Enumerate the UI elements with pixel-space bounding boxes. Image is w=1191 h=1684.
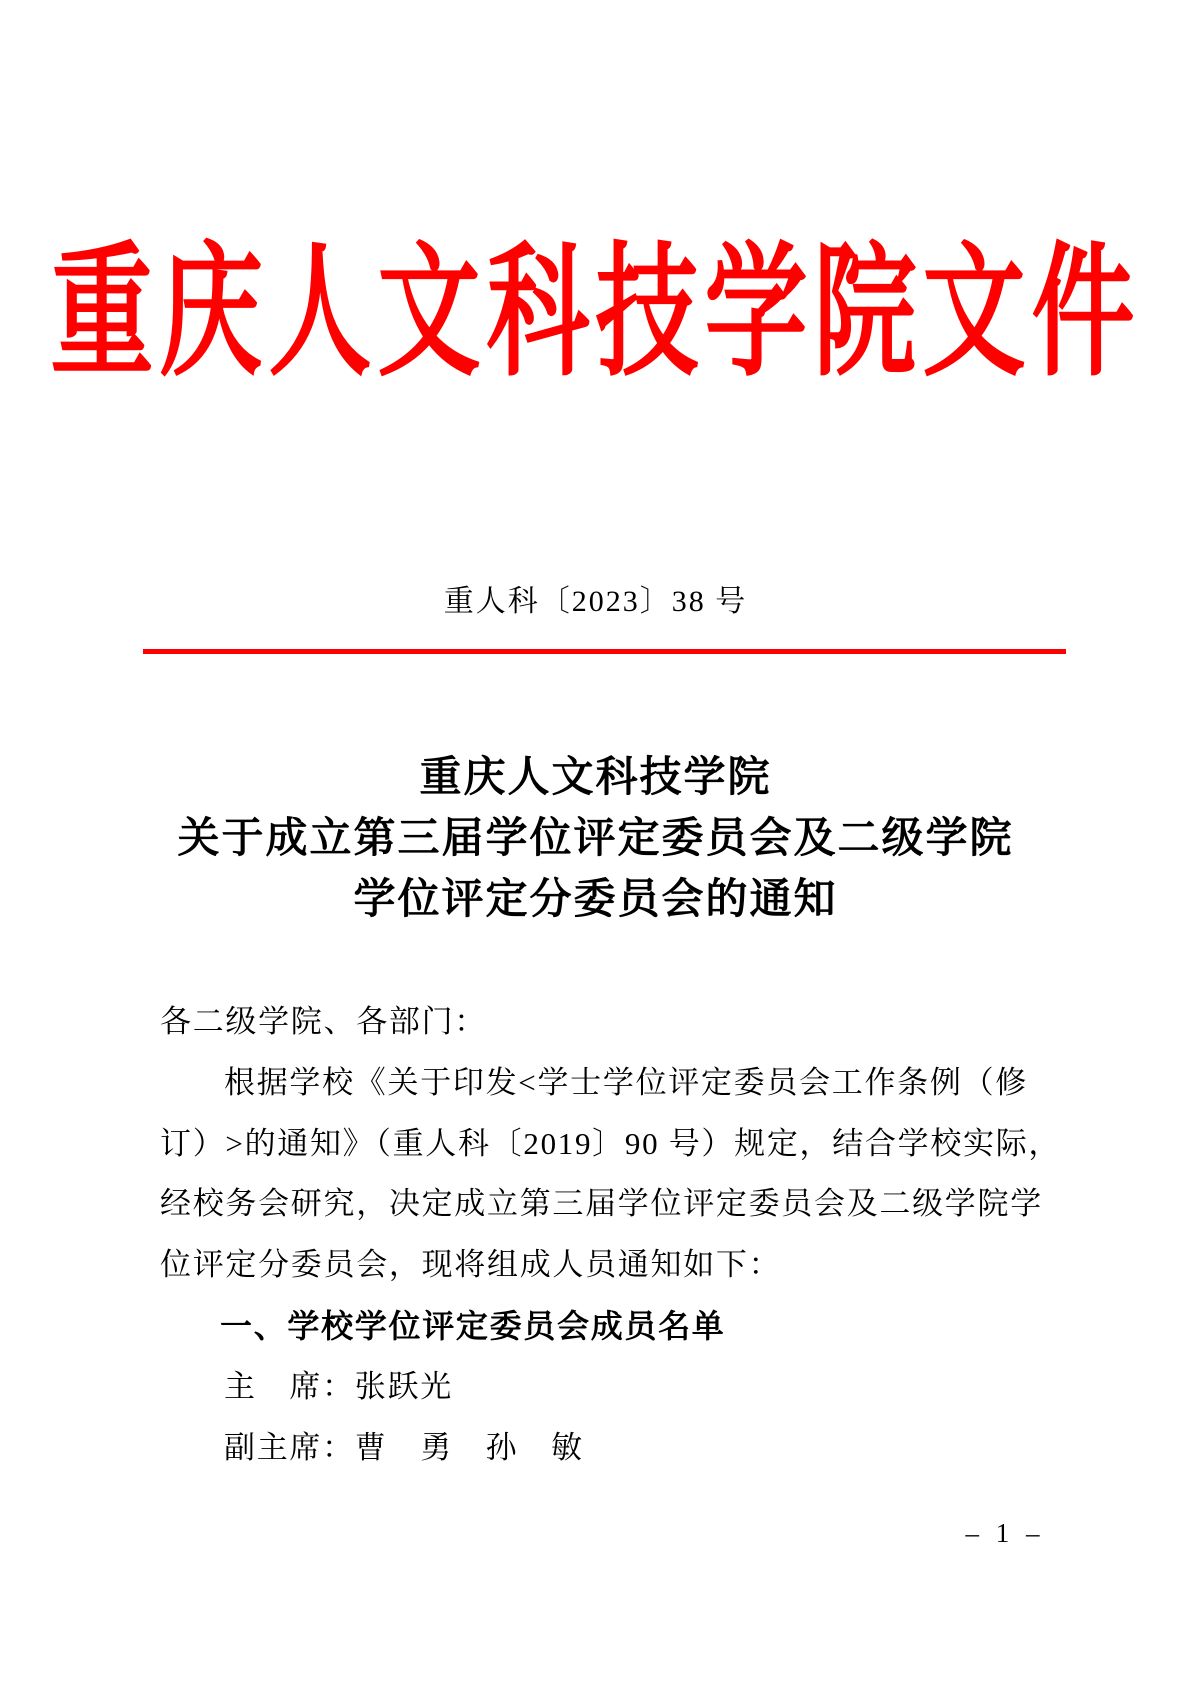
section-heading: 一、学校学位评定委员会成员名单 [220, 1307, 726, 1344]
salutation: 各二级学院、各部门： [160, 1004, 487, 1039]
document-red-banner: 重庆人文科技学院文件 [50, 234, 1141, 395]
paragraph-line: 根据学校《关于印发<学士学位评定委员会工作条例（修 [224, 1064, 1028, 1100]
title-line-2: 关于成立第三届学位评定委员会及二级学院 [177, 816, 1014, 862]
paragraph-line: 经校务会研究，决定成立第三届学位评定委员会及二级学院学 [160, 1186, 1043, 1222]
page-number: – 1 – [965, 1518, 1045, 1548]
document-title [0, 748, 1191, 931]
title-line-1: 重庆人文科技学院 [419, 755, 772, 801]
red-divider-line [143, 649, 1066, 654]
paragraph-line: 订）>的通知》（重人科〔2019〕90 号）规定，结合学校实际， [160, 1125, 1062, 1161]
doc-number: 重人科〔2023〕38 号 [443, 585, 748, 618]
member-line-vice-chair: 副主席：曹 勇 孙 敏 [224, 1429, 584, 1465]
member-line-chair: 主 席：张跃光 [224, 1368, 453, 1404]
document-body [160, 992, 1062, 1478]
paragraph-line: 位评定分委员会，现将组成人员通知如下： [160, 1247, 782, 1283]
title-line-3: 学位评定分委员会的通知 [353, 877, 838, 923]
